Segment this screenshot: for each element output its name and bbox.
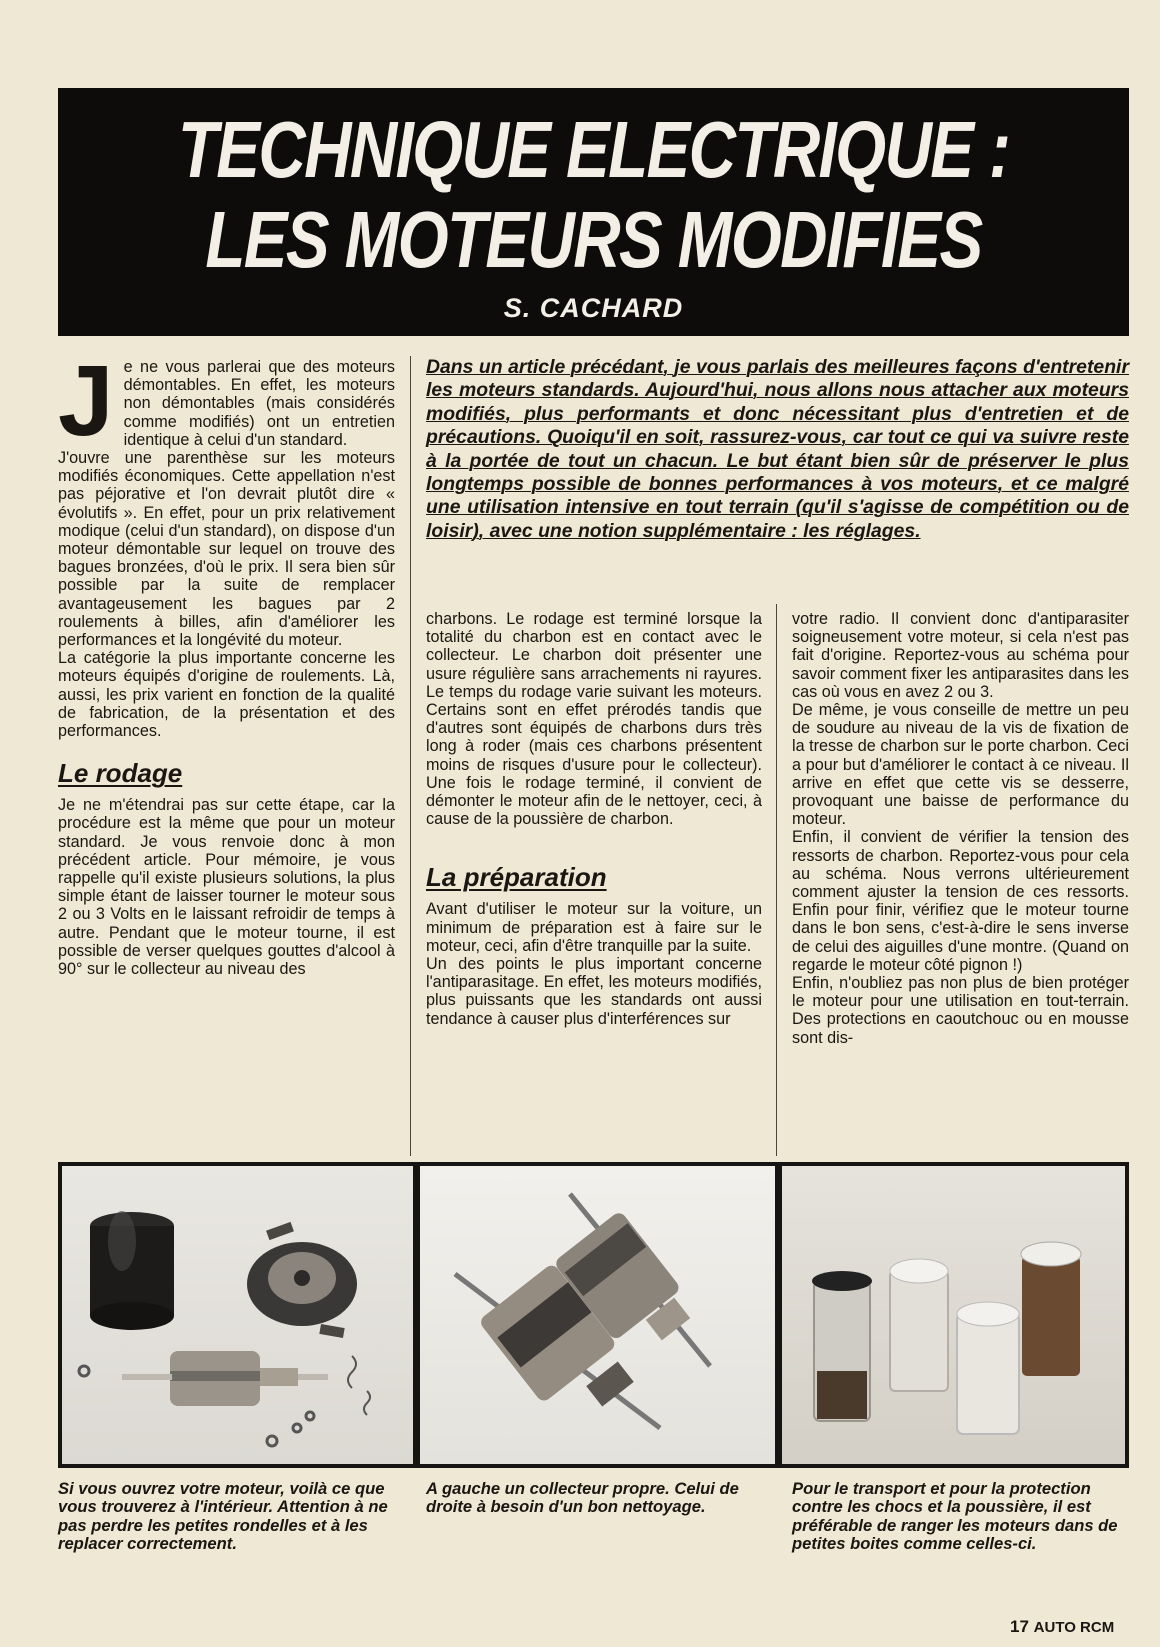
paragraph: Avant d'utiliser le moteur sur la voiture, un minimum de préparation est à faire sur le moteur, ceci, afin d'être tranquille par la suite. [426,900,762,955]
paragraph: Un des points le plus important concerne l'antiparasitage. En effet, les moteurs modifiés, plus puissants que les standards ont aussi tendance à causer plus d'interférences sur [426,955,762,1028]
column-rule [410,356,411,1156]
article-author: S. CACHARD [503,293,684,323]
lead-text: Dans un article précédant, je vous parlais des meilleures façons d'entretenir les moteurs standards. Aujourd'hui, nous allons nous attacher aux moteurs modifiés, plus performants et donc nécessitant plus d'entretien et de précautions. Quoiqu'il en soit, rassurez-vous, car tout ce qui va suivre reste à la portée de tout un chacun. Le but étant bien sûr de préserver le plus longtemps possible de bonnes performances à vos moteurs, et ce malgré une utilisation intensive en tout terrain (qu'il s'agisse de compétition ou de loisir), avec une notion supplémentaire : les réglages. [426,356,1129,542]
column-rule [776,604,777,1156]
photo-caption-1: Si vous ouvrez votre moteur, voilà ce que vous trouverez à l'intérieur. Attention à ne pas perdre les petites rondelles et à les replacer correctement. [58,1479,388,1554]
paragraph: La catégorie la plus importante concerne les moteurs équipés d'origine de roulements. Là, aussi, les prix varient en fonction de la qualité de fabrication, de la présentation et des performances. [58,649,395,741]
photo-caption-2: A gauche un collecteur propre. Celui de droite à besoin d'un bon nettoyage. [426,1479,739,1517]
paragraph: e ne vous parlerai que des moteurs démontables. En effet, les moteurs non démontables (mais considérés comme modifiés) ont un entretien identique à celui d'un standard. [123,358,395,449]
paragraph: J'ouvre une parenthèse sur les moteurs modifiés économiques. Cette appellation n'est pas péjorative et l'on devrait plutôt dire « évolutifs ». En effet, pour un prix relativement modique (celui d'un standard), on dispose d'un moteur démontable sur lequel on trouve des bagues bronzées, d'où le prix. Il sera bien sûr possible par la suite de remplacer avantageusement les bagues par 2 roulements à billes, afin d'améliorer les performances et la longévité du moteur. [58,449,395,650]
magazine-name: AUTO RCM [1033,1619,1115,1636]
column-3 [792,610,1129,1155]
paragraph: Enfin, il convient de vérifier la tension des ressorts de charbon. Reportez-vous pour cela au schéma. Nous verrons ultérieurement comment ajuster la tension de ces ressorts. Enfin pour finir, vérifiez que le moteur tourne dans le bon sens, c'est-à-dire le sens inverse de celui des aiguilles d'une montre. (Quand on regarde le moteur côté pignon !) [792,828,1129,974]
lead-paragraph [426,356,1129,543]
paragraph: charbons. Le rodage est terminé lorsque la totalité du charbon est en contact avec le collecteur. Le charbon doit présenter une usure régulière sans arrachements ni rayures. Le temps du rodage varie suivant les moteurs. Certains sont en effet prérodés tandis que d'autres sont équipés de charbons durs très long à roder (mais ces charbons présentent moins de risques d'usure pour le collecteur). Une fois le rodage terminé, il convient de démonter le moteur afin de le nettoyer, ceci, à cause de la poussière de charbon. [426,610,762,829]
paragraph: Je ne m'étendrai pas sur cette étape, car la procédure est la même que pour un moteur standard. Je vous renvoie donc à mon précédent article. Pour mémoire, je vous rappelle qu'il existe plusieurs solutions, la plus simple étant de laisser tourner le moteur sous 2 ou 3 Volts en le laissant refroidir de temps à autre. Pendant que le moteur tourne, il est possible de verser quelques gouttes d'alcool à 90° sur le collecteur au niveau des [58,796,395,979]
article-title-line2: LES MOTEURS MODIFIES [205,195,982,284]
paragraph: De même, je vous conseille de mettre un peu de soudure au niveau de la vis de fixation de la tresse de charbon sur le porte charbon. Ceci a pour but d'améliorer le contact à ce niveau. Il arrive en effet que cette vis se desserre, provoquant une baisse de performance du moteur. [792,701,1129,829]
photo-strip [58,1162,1129,1468]
paragraph: Enfin, n'oubliez pas non plus de bien protéger le moteur pour une utilisation en tout-terrain. Des protections en caoutchouc ou en mousse sont dis- [792,974,1129,1047]
column-2 [426,610,762,1155]
photo-caption-3: Pour le transport et pour la protection contre les chocs et la poussière, il est préférable de ranger les moteurs dans de petites boites comme celles-ci. [792,1479,1118,1554]
photo-two-collectors [420,1166,775,1464]
column-1 [58,345,395,1158]
subheading-preparation: La préparation [426,862,607,893]
subheading-rodage: Le rodage [58,758,183,789]
photo-disassembled-motor [62,1166,413,1464]
page-number: 17 [1010,1617,1029,1636]
photo-storage-boxes [782,1166,1125,1464]
article-title-line1: TECHNIQUE ELECTRIQUE : [177,105,1010,194]
paragraph: votre radio. Il convient donc d'antiparasiter soigneusement votre moteur, si cela n'est pas fait d'origine. Reportez-vous au schéma pour savoir comment fixer les antiparasites dans les cas où vous en avez 2 ou 3. [792,610,1129,701]
article-header [58,88,1129,336]
drop-cap: J [58,345,114,457]
page-footer [1010,1617,1114,1637]
